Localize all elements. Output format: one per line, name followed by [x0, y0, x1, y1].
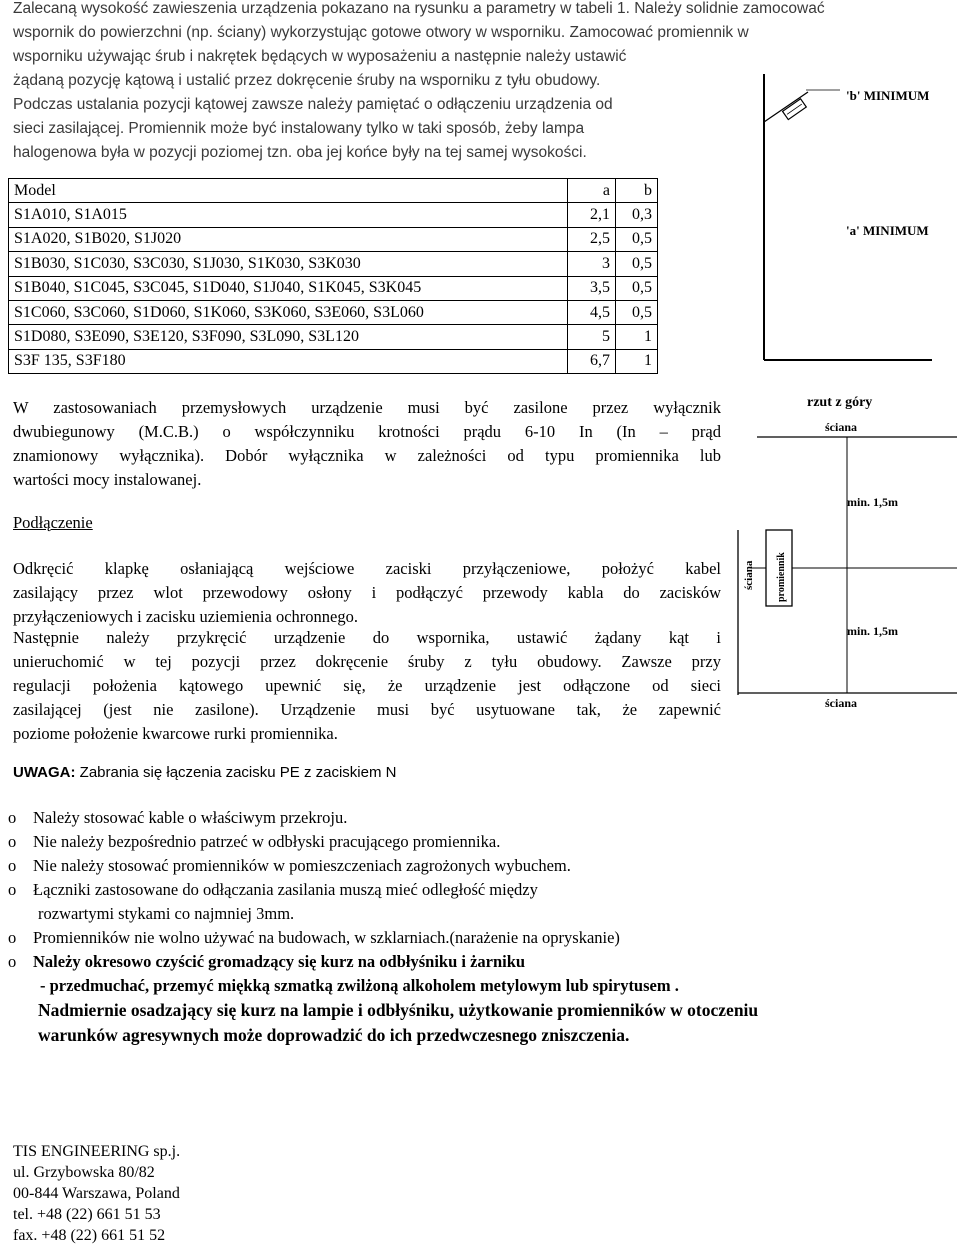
paragraph-line: poziome położenie kwarcowe rurki promiennika. [13, 724, 338, 743]
cell-a: 6,7 [568, 349, 616, 373]
cell-a: 4,5 [568, 300, 616, 324]
company-footer [13, 1141, 180, 1246]
paragraph-line: Następnie należy przykręcić urządzenie do wspornika, ustawić żądany kąt i [13, 628, 721, 647]
min-distance-lower: min. 1,5m [847, 624, 898, 638]
company-city: 00-844 Warszawa, Poland [13, 1185, 180, 1202]
warning-label: UWAGA: [13, 764, 76, 781]
top-view-title: rzut z góry [807, 395, 873, 410]
company-name: TIS ENGINEERING sp.j. [13, 1143, 181, 1160]
connection-paragraph-2 [13, 626, 721, 746]
paragraph-line: znamionowy wyłącznika). Dobór wyłącznika w zależności od typu promiennika lub [13, 446, 721, 465]
min-distance-upper: min. 1,5m [847, 495, 898, 509]
intro-line: Podczas ustalania pozycji kątowej zawsze należy pamiętać o odłączeniu urządzenia od [13, 96, 613, 113]
cell-model: S3F 135, S3F180 [9, 349, 568, 373]
bullet-marker: o [8, 880, 17, 899]
cell-model: S1A010, S1A015 [9, 203, 568, 227]
bullet-marker: o [8, 928, 17, 947]
header-b: b [616, 179, 658, 203]
table-header-row [9, 179, 658, 203]
paragraph-line: Odkręcić klapkę osłaniającą wejściowe zaciski przyłączeniowe, położyć kabel [13, 559, 721, 578]
cell-b: 1 [616, 349, 658, 373]
wall-top-label: ściana [825, 420, 858, 434]
cell-a: 3,5 [568, 276, 616, 300]
list-item [8, 926, 948, 950]
list-item [8, 878, 948, 902]
b-minimum-label: 'b' MINIMUM [846, 88, 930, 103]
cell-b: 0,5 [616, 252, 658, 276]
cell-model: S1B030, S1C030, S3C030, S1J030, S1K030, S3K030 [9, 252, 568, 276]
table-row [9, 276, 658, 300]
header-a: a [568, 179, 616, 203]
cell-model: S1B040, S1C045, S3C045, S1D040, S1J040, S1K045, S3K045 [9, 276, 568, 300]
a-minimum-label: 'a' MINIMUM [846, 223, 929, 238]
note-text: Należy stosować kable o właściwym przekroju. [33, 808, 348, 827]
dust-warning-line: Nadmiernie osadzający się kurz na lampie i odbłyśniku, użytkowanie promienników w otoczeniu [38, 1000, 759, 1020]
cell-b: 0,3 [616, 203, 658, 227]
note-text: rozwartymi stykami co najmniej 3mm. [38, 904, 295, 923]
warning-text: Zabrania się łączenia zacisku PE z zaciskiem N [75, 764, 397, 781]
header-model: Model [9, 179, 568, 203]
paragraph-line: unieruchomić w tej pozycji przez dokręcenie śruby z tyłu obudowy. Zawsze przy [13, 652, 721, 671]
list-item [8, 806, 948, 830]
list-item [8, 830, 948, 854]
industrial-paragraph [13, 396, 721, 492]
paragraph-line: zasilającej (jest nie zasilone). Urządzenie musi być usytuowane tak, że zapewnić [13, 700, 721, 719]
model-parameters-table [8, 178, 658, 374]
cell-b: 0,5 [616, 276, 658, 300]
note-text: Łączniki zastosowane do odłączania zasilania muszą mieć odległość między [33, 880, 538, 899]
bullet-marker: o [8, 832, 17, 851]
cell-model: S1A020, S1B020, S1J020 [9, 227, 568, 251]
intro-line: sieci zasilającej. Promiennik może być instalowany tylko w taki sposób, żeby lampa [13, 120, 585, 137]
wall-side-label: ściana [743, 560, 755, 590]
safety-notes-list [8, 806, 948, 998]
warning-line [13, 762, 396, 784]
cell-a: 5 [568, 325, 616, 349]
list-item-continuation [8, 902, 948, 926]
paragraph-line: wartości mocy instalowanej. [13, 470, 202, 489]
bullet-marker: o [8, 856, 17, 875]
paragraph-line: przyłączeniowych i zacisku uziemienia ochronnego. [13, 607, 358, 626]
intro-line: wspornik do powierzchni (np. ściany) wykorzystując gotowe otwory w wsporniku. Zamocować promiennik w [13, 24, 749, 41]
top-view-diagram [735, 390, 960, 720]
cleaning-instruction [8, 974, 948, 998]
cell-model: S1D080, S3E090, S3E120, S3F090, S3L090, S3L120 [9, 325, 568, 349]
cell-a: 2,1 [568, 203, 616, 227]
dust-warning-line: warunków agresywnych może doprowadzić do ich przedwczesnego zniszczenia. [38, 1025, 630, 1045]
connection-heading: Podłączenie [13, 513, 93, 532]
cell-b: 1 [616, 325, 658, 349]
paragraph-line: W zastosowaniach przemysłowych urządzenie musi być zasilone przez wyłącznik [13, 398, 721, 417]
note-text: Nie należy bezpośrednio patrzeć w odbłyski pracującego promiennika. [33, 832, 501, 851]
paragraph-line: regulacji położenia kątowego upewnić się, że urządzenie jest odłączone od sieci [13, 676, 721, 695]
side-view-diagram [750, 70, 950, 370]
table-row [9, 227, 658, 251]
table-row [9, 203, 658, 227]
cell-b: 0,5 [616, 227, 658, 251]
list-item [8, 950, 948, 974]
heater-label: promiennik [776, 552, 787, 602]
paragraph-line: dwubiegunowy (M.C.B.) o współczynniku krotności prądu 6-10 In (In – prąd [13, 422, 721, 441]
table-row [9, 300, 658, 324]
intro-line: Zalecaną wysokość zawieszenia urządzenia pokazano na rysunku a parametry w tabeli 1. Należy solidnie zamocować [13, 0, 825, 17]
table-row [9, 325, 658, 349]
intro-line: halogenowa była w pozycji poziomej tzn. oba jej końce były na tej samej wysokości. [13, 144, 587, 161]
table-row [9, 349, 658, 373]
cell-model: S1C060, S3C060, S1D060, S1K060, S3K060, S3E060, S3L060 [9, 300, 568, 324]
dust-warning [38, 998, 758, 1048]
company-phone: tel. +48 (22) 661 51 53 [13, 1206, 161, 1223]
connection-paragraph-1 [13, 557, 721, 629]
intro-line: wsporniku używając śrub i nakrętek będących w wyposażeniu a następnie należy ustawić [13, 48, 627, 65]
list-item [8, 854, 948, 878]
note-text: Należy okresowo czyścić gromadzący się kurz na odbłyśniku i żarniku [33, 952, 526, 971]
cell-a: 3 [568, 252, 616, 276]
cell-b: 0,5 [616, 300, 658, 324]
wall-bottom-label: ściana [825, 696, 858, 710]
bullet-marker: o [8, 952, 17, 971]
table-row [9, 252, 658, 276]
intro-line: żądaną pozycję kątową i ustalić przez dokręcenie śruby na wsporniku z tyłu obudowy. [13, 72, 601, 89]
note-text: - przedmuchać, przemyć miękką szmatką zwilżoną alkoholem metylowym lub spirytusem . [40, 976, 679, 995]
company-fax: fax. +48 (22) 661 51 52 [13, 1227, 166, 1244]
note-text: Nie należy stosować promienników w pomieszczeniach zagrożonych wybuchem. [33, 856, 571, 875]
cell-a: 2,5 [568, 227, 616, 251]
bullet-marker: o [8, 808, 17, 827]
company-street: ul. Grzybowska 80/82 [13, 1164, 155, 1181]
note-text: Promienników nie wolno używać na budowach, w szklarniach.(narażenie na opryskanie) [33, 928, 620, 947]
paragraph-line: zasilający przez wlot przewodowy osłony i podłączyć przewody kabla do zacisków [13, 583, 721, 602]
